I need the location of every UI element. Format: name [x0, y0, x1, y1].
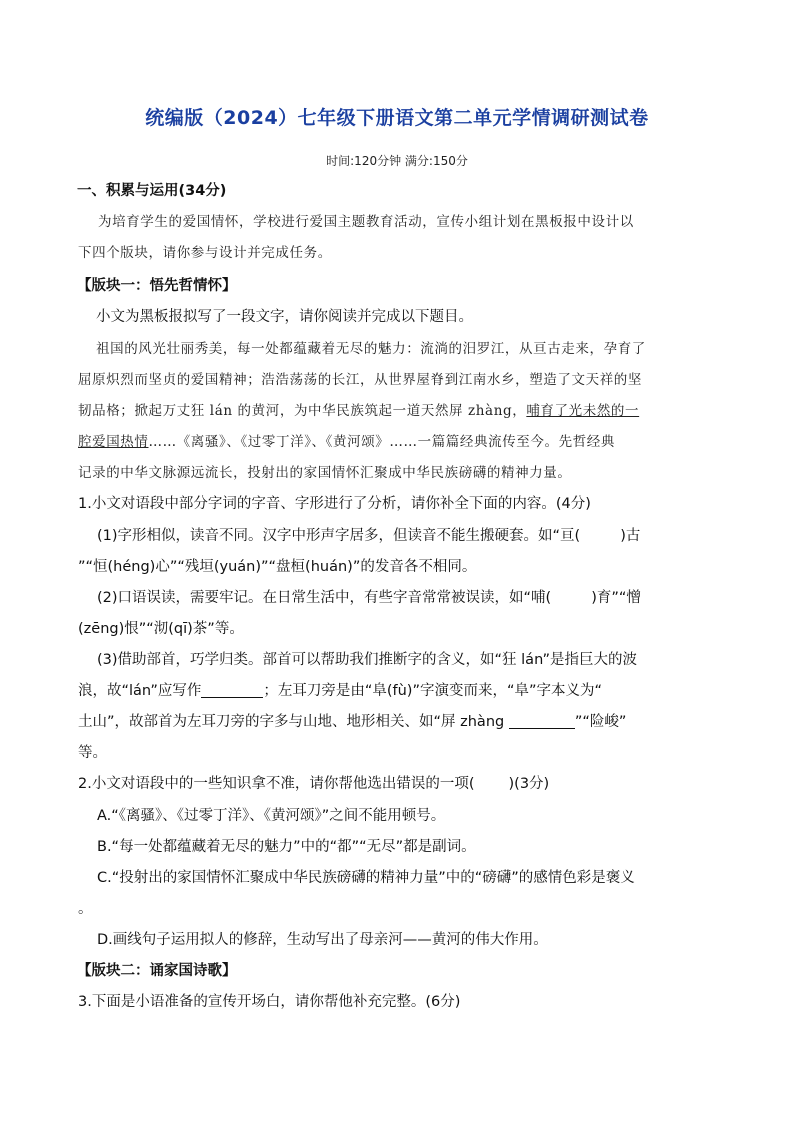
option-c-line-2: 。 [78, 901, 93, 917]
q1-part3-line-3 [78, 712, 728, 732]
q1-part1-line-1 [97, 526, 747, 546]
passage-line-1: 祖国的风光壮丽秀美，每一处都蕴藏着无尽的魅力：流淌的汨罗江，从亘古走来，孕育了 [96, 341, 646, 357]
q1-part3-text: 浪，故“lán”应写作 [78, 683, 202, 699]
passage-line-4 [78, 432, 728, 452]
q1-part3-text-3: 土山”，故部首为左耳刀旁的字多与山地、地形相关、如“屏 zhàng [78, 714, 509, 730]
q1-part3-line-2 [78, 681, 728, 701]
option-c-line-1: C.“投射出的家国情怀汇聚成中华民族磅礴的精神力量”中的“磅礴”的感情色彩是褒义 [97, 870, 635, 886]
block1-lead: 小文为黑板报拟写了一段文字，请你阅读并完成以下题目。 [96, 309, 473, 325]
passage-line-2: 屈原炽烈而坚贞的爱国精神；浩浩荡荡的长江，从世界屋脊到江南水乡，塑造了文天祥的坚 [78, 372, 642, 388]
answer-blank-zhang[interactable] [509, 714, 575, 729]
underlined-sentence-part-2: 腔爱国热情 [78, 434, 149, 450]
q1-part2-line-1 [97, 588, 747, 608]
intro-line-1: 为培育学生的爱国情怀，学校进行爱国主题教育活动，宣传小组计划在黑板报中设计以 [98, 214, 634, 230]
underlined-sentence-part-1: 哺育了光未然的一 [526, 403, 640, 419]
question-2-text: 2.小文对语段中的一些知识拿不准，请你帮他选出错误的一项( [78, 776, 475, 792]
passage-line-4-text: ……《离骚》、《过零丁洋》、《黄河颂》……一篇篇经典流传至今。先哲经典 [148, 434, 615, 450]
block2-heading: 【版块二：诵家国诗歌】 [77, 963, 237, 979]
question-1-stem: 1.小文对语段中部分字词的字音、字形进行了分析，请你补全下面的内容。(4分) [78, 496, 591, 512]
q1-part1-line-2: ”“恒(héng)心”“残垣(yuán)”“盘桓(huán)”的发音各不相同。 [78, 559, 477, 575]
question-3-stem: 3.下面是小语准备的宣传开场白，请你帮他补充完整。(6分) [78, 994, 461, 1010]
q1-part3-line-1: (3)借助部首，巧学归类。部首可以帮助我们推断字的含义，如“狂 lán”是指巨大的波 [97, 652, 637, 668]
q1-part1-text-end: )古 [620, 528, 641, 544]
passage-line-3-text: 韧品格；掀起万丈狂 lán 的黄河，为中华民族筑起一道天然屏 zhàng， [78, 403, 527, 419]
intro-line-2: 下四个版块，请你参与设计并完成任务。 [78, 245, 332, 261]
option-b: B.“每一处都蕴藏着无尽的魅力”中的“都”“无尽”都是副词。 [97, 839, 476, 855]
question-2-score: )(3分) [508, 776, 550, 792]
q1-part3-line-4: 等。 [78, 745, 107, 761]
option-d: D.画线句子运用拟人的修辞，生动写出了母亲河——黄河的伟大作用。 [97, 932, 548, 948]
passage-line-3 [78, 401, 728, 421]
q1-part3-text-3-end: ”“险峻” [574, 714, 627, 730]
page-title: 统编版（2024）七年级下册语文第二单元学情调研测试卷 [145, 107, 649, 129]
option-a: A.“《离骚》、《过零丁洋》、《黄河颂》”之间不能用顿号。 [97, 808, 446, 824]
time-and-score: 时间:120分钟 满分:150分 [326, 154, 468, 168]
q1-part2-line-2: (zēng)恨”“沏(qī)茶”等。 [78, 621, 244, 637]
answer-blank-lan[interactable] [201, 683, 263, 698]
q1-part2-text-end: )育”“憎 [591, 590, 641, 606]
question-2-stem [78, 774, 728, 794]
block1-heading: 【版块一：悟先哲情怀】 [77, 278, 237, 294]
passage-line-5: 记录的中华文脉源远流长，投射出的家国情怀汇聚成中华民族磅礴的精神力量。 [78, 465, 572, 481]
section-heading: 一、积累与运用(34分) [77, 183, 227, 199]
q1-part2-text: (2)口语误读，需要牢记。在日常生活中，有些字音常常被误读，如“哺( [97, 590, 552, 606]
q1-part1-text: (1)字形相似，读音不同。汉字中形声字居多，但读音不能生搬硬套。如“亘( [97, 528, 581, 544]
q1-part3-text-end: ；左耳刀旁是由“阜(fù)”字演变而来，“阜”字本义为“ [263, 683, 603, 699]
